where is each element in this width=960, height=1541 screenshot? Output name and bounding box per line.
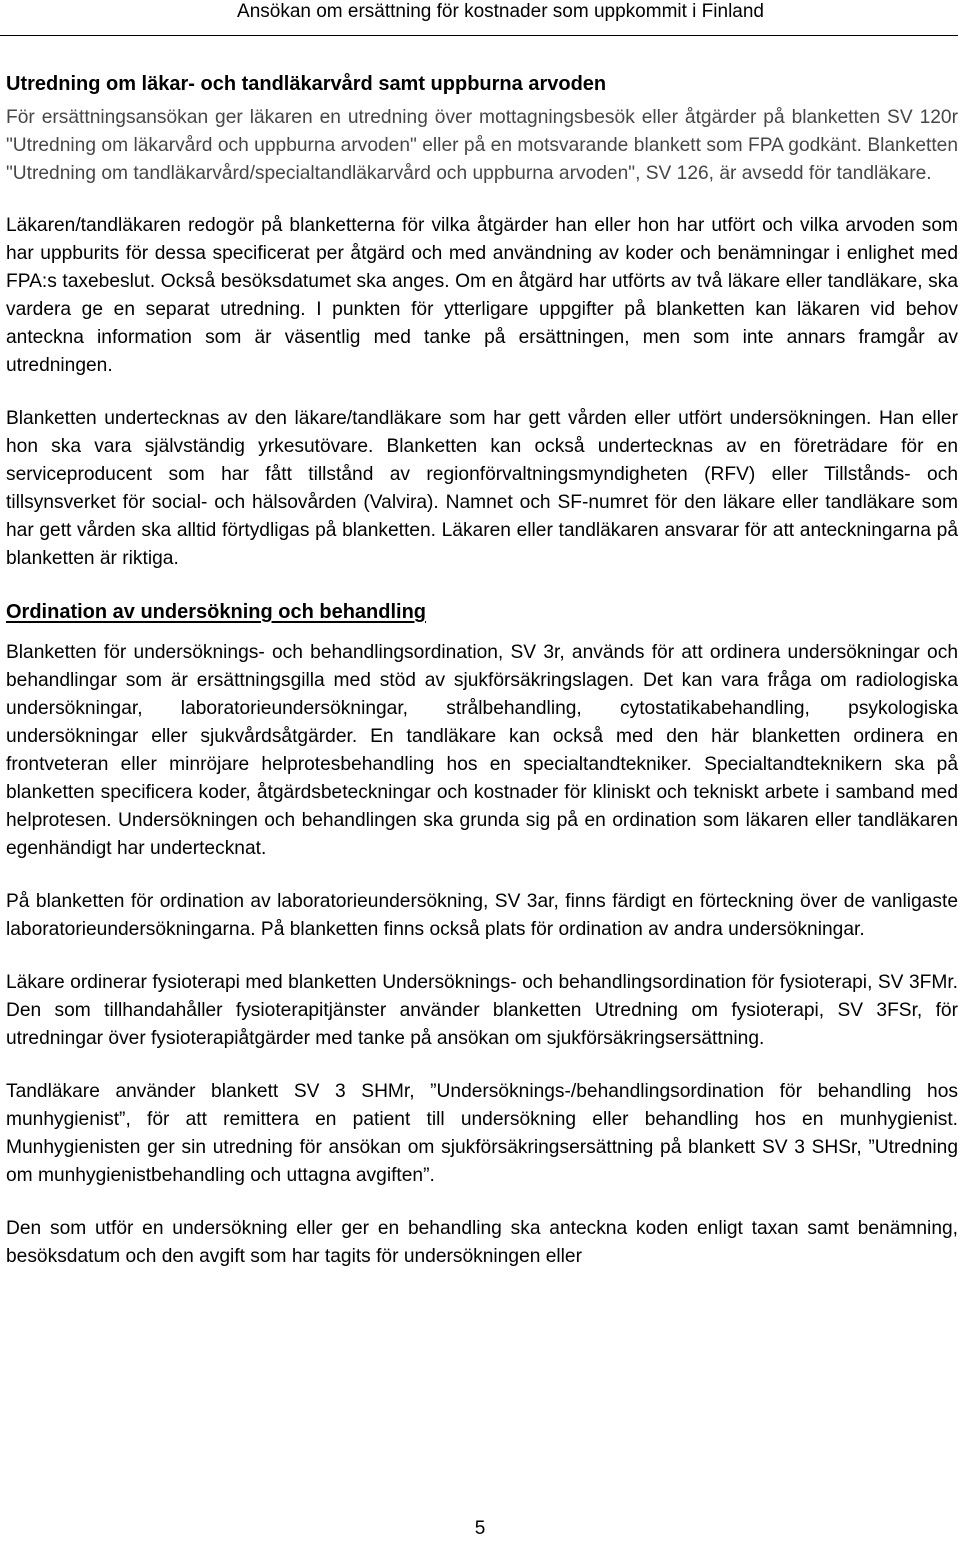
- page-number: 5: [474, 1518, 486, 1539]
- paragraph: Blanketten undertecknas av den läkare/tandläkare som har gett vården eller utfört undersökningen. Han eller hon ska vara självständig yrkesutövare. Blanketten kan också undertecknas av en företrädare för en serviceproducent som har fått tillstånd av regionförvaltningsmyndigheten (RFV) eller Tillstånds- och tillsynsverket för social- och hälsovården (Valvira). Namnet och SF-numret för den läkare eller tandläkare som har gett vården ska alltid förtydligas på blanketten. Läkaren eller tandläkaren ansvarar för att anteckningarna på blanketten är riktiga.: [6, 408, 958, 569]
- document-body: [6, 70, 958, 1296]
- section-examination-treatment-order: [6, 598, 958, 1271]
- paragraph: Läkaren/tandläkaren redogör på blanketterna för vilka åtgärder han eller hon har utfört och vilka arvoden som har uppburits för dessa specificerat per åtgärd och med användning av koder och benämningar i enlighet med FPA:s taxebeslut. Också besöksdatumet ska anges. Om en åtgärd har utförts av två läkare eller tandläkare, ska vardera ge en separat utredning. I punkten för ytterligare uppgifter på blanketten kan läkaren vid behov anteckna information som är väsentlig med tanke på ersättningen, men som inte annars framgår av utredningen.: [6, 215, 958, 376]
- section-heading: Utredning om läkar- och tandläkarvård samt uppburna arvoden: [6, 73, 607, 95]
- header-divider: [0, 35, 958, 36]
- paragraph: Blanketten för undersöknings- och behandlingsordination, SV 3r, används för att ordinera undersökningar och behandlingar som är ersättningsgilla med stöd av sjukförsäkringslagen. Det kan vara fråga om radiologiska undersökningar, laboratorieundersökningar, strålbehandling, cytostatikabehandling, psykologiska undersökningar eller sjukvårdsåtgärder. En tandläkare kan också med den här blanketten ordinera en frontveteran eller minröjare helprotesbehandling hos en specialtandtekniker. Specialtandteknikern ska på blanketten specificera koder, åtgärdsbeteckningar och kostnader för kliniskt och tekniskt arbete i samband med helprotesen. Undersökningen och behandlingen ska grunda sig på en ordination som läkaren eller tandläkaren egenhändigt har undertecknat.: [6, 642, 958, 859]
- paragraph: Tandläkare använder blankett SV 3 SHMr, ”Undersöknings-/behandlingsordination för behandling hos munhygienist”, för att remittera en patient till undersökning eller behandling hos en munhygienist. Munhygienisten ger sin utredning för ansökan om sjukförsäkringsersättning på blankett SV 3 SHSr, ”Utredning om munhygienistbehandling och uttagna avgiften”.: [6, 1081, 958, 1186]
- paragraph: Den som utför en undersökning eller ger en behandling ska anteckna koden enligt taxan samt benämning, besöksdatum och den avgift som har tagits för undersökningen eller: [6, 1218, 958, 1267]
- paragraph: På blanketten för ordination av laboratorieundersökning, SV 3ar, finns färdigt en förteckning över de vanligaste laboratorieundersökningarna. På blanketten finns också plats för ordination av andra undersökningar.: [6, 891, 958, 940]
- paragraph: För ersättningsansökan ger läkaren en utredning över mottagningsbesök eller åtgärder på blanketten SV 120r "Utredning om läkarvård och uppburna arvoden" eller på en motsvarande blankett som FPA godkänt. Blanketten "Utredning om tandläkarvård/specialtandläkarvård och uppburna arvoden", SV 126, är avsedd för tandläkare.: [6, 107, 958, 184]
- running-header: Ansökan om ersättning för kostnader som uppkommit i Finland: [237, 1, 764, 22]
- section-medical-dental-report: [6, 70, 958, 573]
- paragraph: Läkare ordinerar fysioterapi med blanketten Undersöknings- och behandlingsordination för fysioterapi, SV 3FMr. Den som tillhandahåller fysioterapitjänster använder blanketten Utredning om fysioterapi, SV 3FSr, för utredningar över fysioterapiåtgärder med tanke på ansökan om sjukförsäkringsersättning.: [6, 972, 958, 1049]
- section-heading: Ordination av undersökning och behandling: [6, 601, 427, 623]
